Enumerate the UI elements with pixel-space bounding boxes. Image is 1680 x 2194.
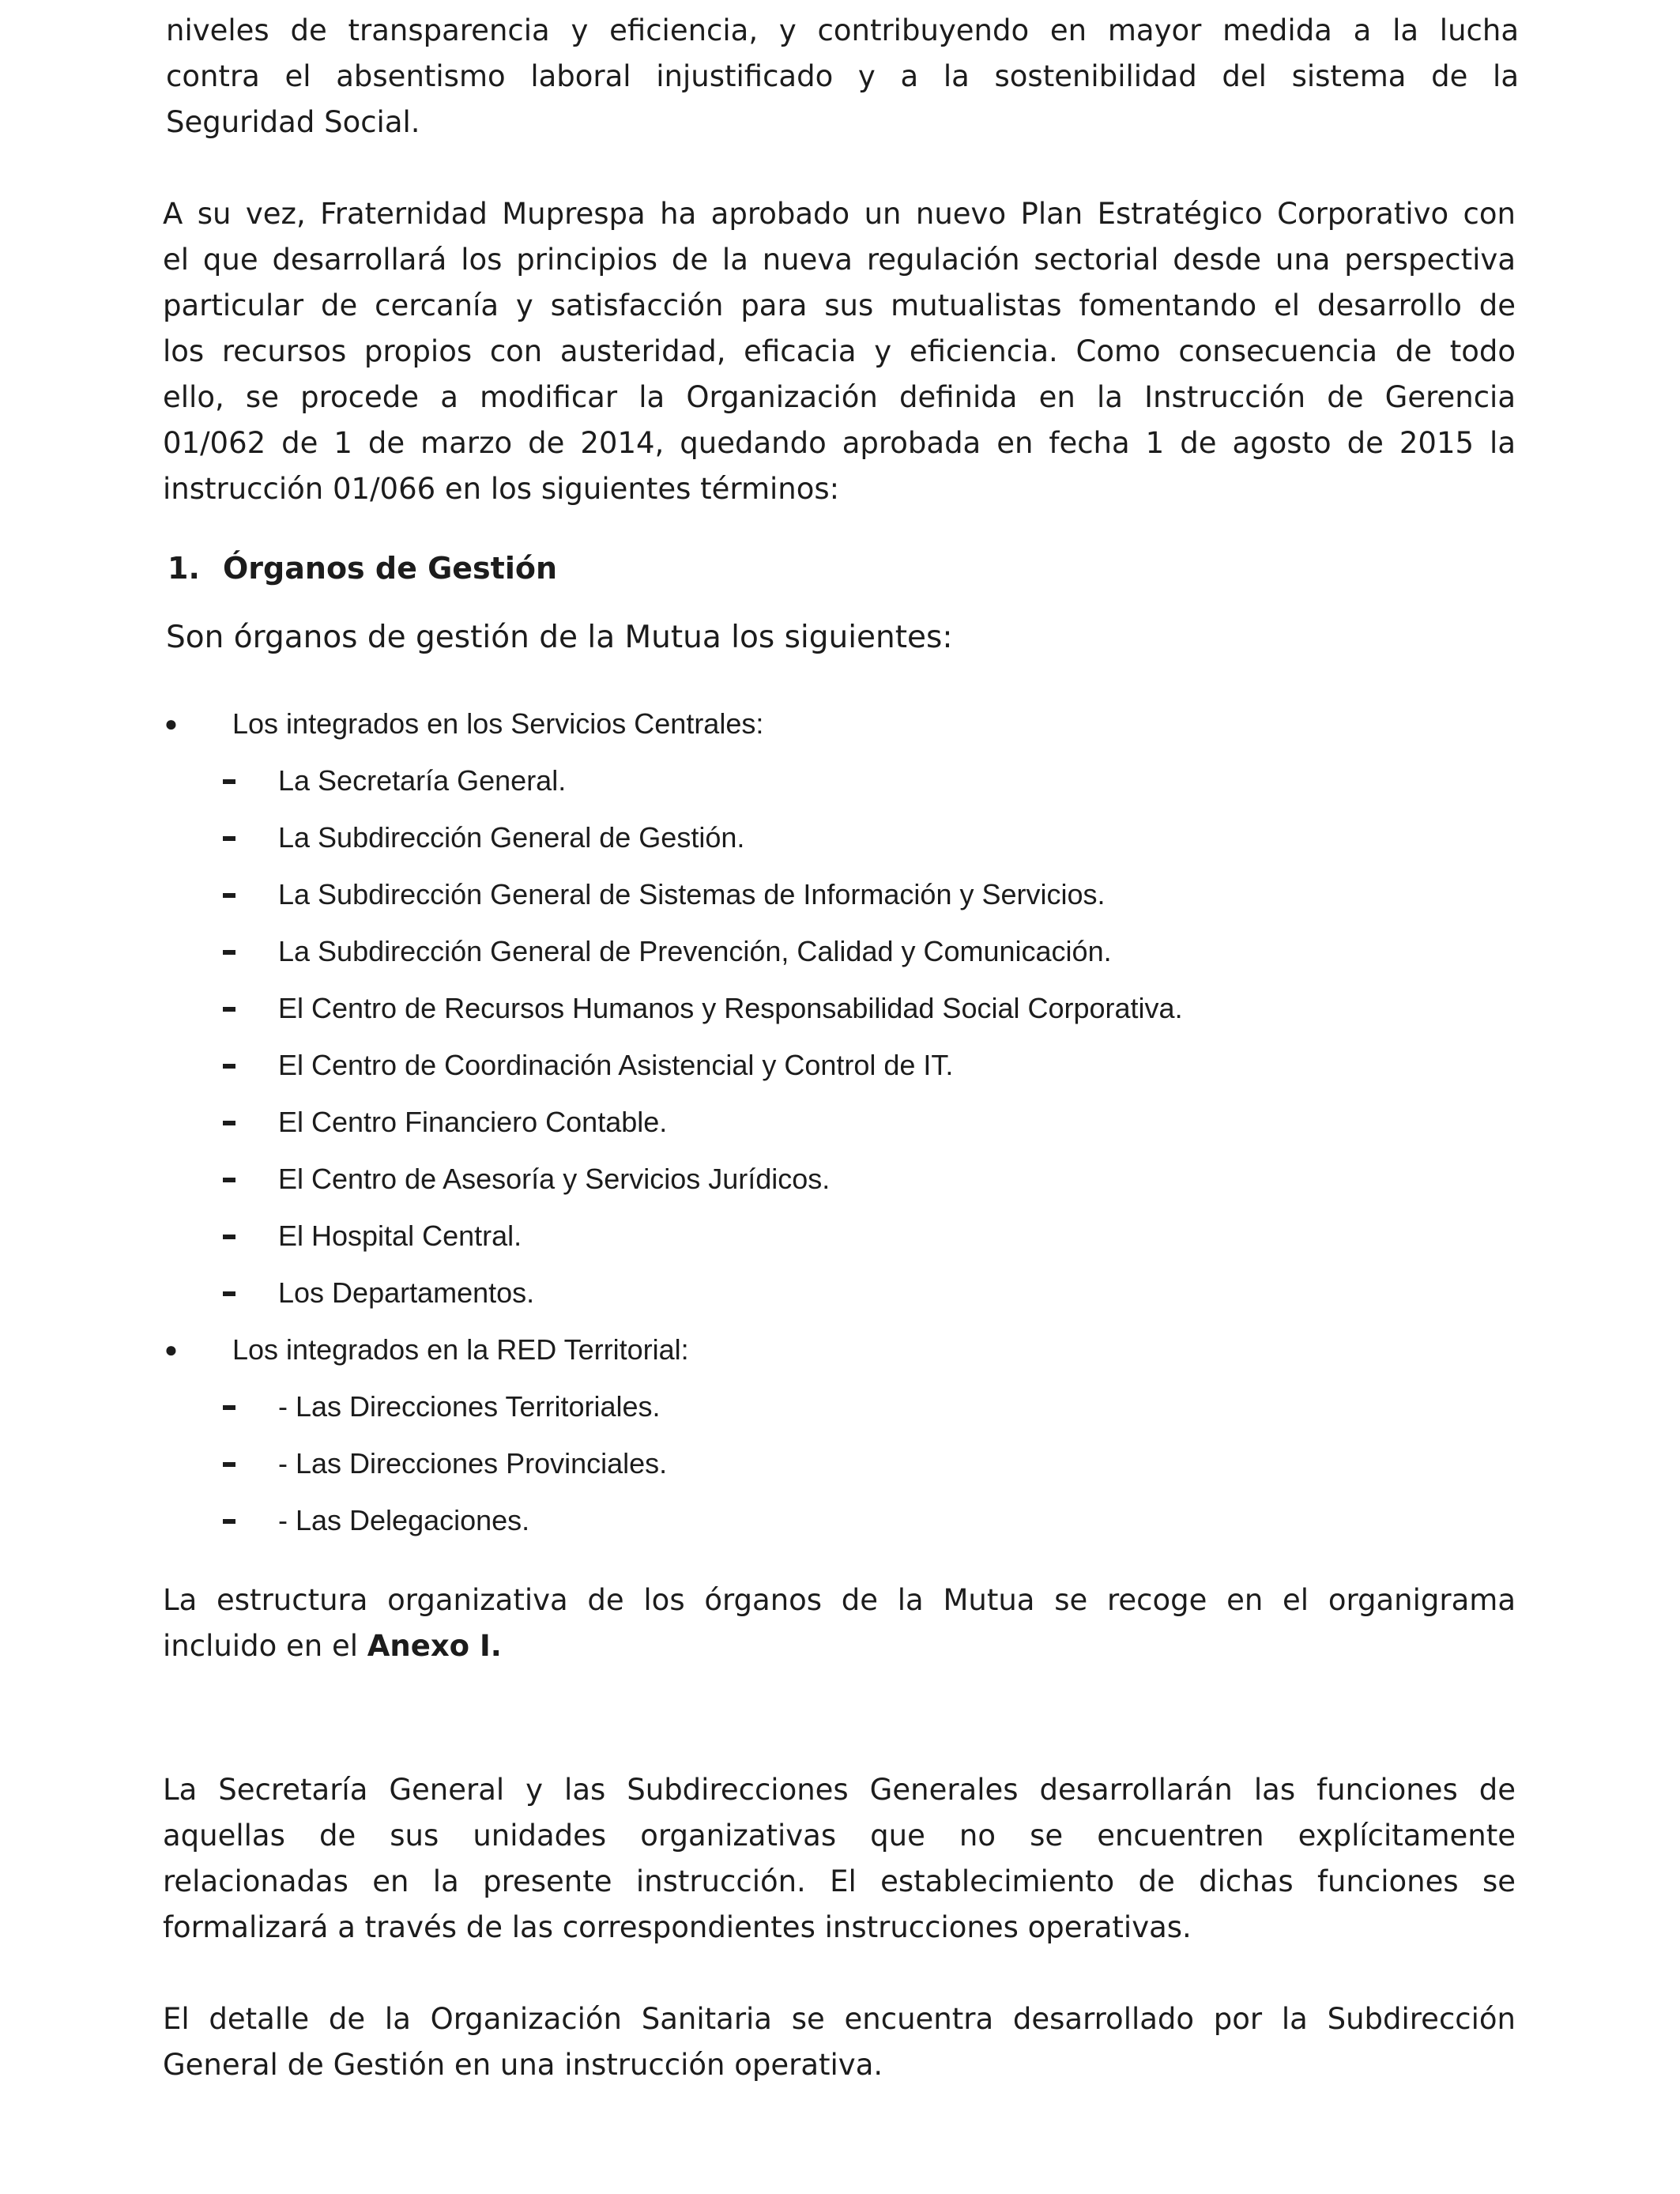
list-item-text: El Centro de Recursos Humanos y Responsabilidad Social Corporativa.: [278, 992, 1183, 1024]
dash-icon: [223, 1121, 235, 1125]
list-item: [0, 866, 1680, 923]
paragraph-absentismo: [166, 8, 1519, 145]
list-item-text: - Las Delegaciones.: [278, 1504, 530, 1536]
list-item-text: El Centro de Coordinación Asistencial y Control de IT.: [278, 1049, 954, 1081]
paragraph-plan-estrategico: [163, 191, 1516, 512]
dash-icon: [223, 1007, 235, 1012]
list-item-text: Los Departamentos.: [278, 1276, 535, 1309]
text-line: el que desarrollará los principios de la nueva regulación sectorial desde una perspectiva: [163, 243, 1516, 277]
text-line: A su vez, Fraternidad Muprespa ha aprobado un nuevo Plan Estratégico Corporativo con: [163, 197, 1516, 231]
text-line: relacionadas en la presente instrucción. El establecimiento de dichas funciones se: [163, 1864, 1516, 1898]
dash-icon: [223, 893, 235, 898]
text-fragment: incluido en el: [163, 1629, 367, 1663]
text-line: instrucción 01/066 en los siguientes términos:: [163, 472, 840, 506]
list-item: [0, 1265, 1680, 1321]
text-line: formalizará a través de las correspondientes instrucciones operativas.: [163, 1910, 1192, 1944]
list-item: [0, 1037, 1680, 1094]
list-item-text: El Centro de Asesoría y Servicios Jurídicos.: [278, 1163, 831, 1195]
bullet-icon: ●: [164, 1337, 178, 1362]
bullet-icon: ●: [164, 711, 178, 736]
list-item: [0, 1151, 1680, 1208]
list-group-label: Los integrados en los Servicios Centrales:: [232, 707, 764, 740]
dash-icon: [223, 1405, 235, 1410]
dash-icon: [223, 1519, 235, 1524]
list-item: [0, 1435, 1680, 1492]
dash-icon: [223, 1291, 235, 1296]
text-line: 01/062 de 1 de marzo de 2014, quedando aprobada en fecha 1 de agosto de 2015 la: [163, 426, 1516, 460]
list-item-text: La Subdirección General de Gestión.: [278, 821, 745, 854]
list-group-label: Los integrados en la RED Territorial:: [232, 1333, 689, 1366]
list-item-text: La Secretaría General.: [278, 764, 567, 797]
list-item-text: El Hospital Central.: [278, 1220, 522, 1252]
list-item: [0, 923, 1680, 980]
dash-icon: [223, 1235, 235, 1239]
text-line: El detalle de la Organización Sanitaria se encuentra desarrollado por la Subdirección: [163, 2002, 1516, 2036]
list-group-servicios-centrales: [0, 696, 1680, 752]
dash-icon: [223, 1064, 235, 1069]
text-line: los recursos propios con austeridad, eficacia y eficiencia. Como consecuencia de todo: [163, 334, 1516, 368]
anexo-reference: Anexo I.: [367, 1629, 502, 1663]
text-line: ello, se procede a modificar la Organización definida en la Instrucción de Gerencia: [163, 380, 1516, 414]
list-item: [0, 809, 1680, 866]
list-item: [0, 1492, 1680, 1549]
dash-icon: [223, 950, 235, 955]
list-item-text: - Las Direcciones Provinciales.: [278, 1447, 668, 1480]
dash-icon: [223, 779, 235, 784]
list-item-text: - Las Direcciones Territoriales.: [278, 1390, 661, 1423]
list-item: [0, 1094, 1680, 1151]
dash-icon: [223, 1178, 235, 1182]
text-line: aquellas de sus unidades organizativas que no se encuentren explícitamente: [163, 1819, 1516, 1853]
list-item-text: La Subdirección General de Sistemas de Información y Servicios.: [278, 878, 1106, 910]
paragraph-estructura: [163, 1578, 1516, 1669]
section-number: 1.: [168, 551, 200, 586]
text-line: [163, 1623, 1516, 1669]
list-item-text: El Centro Financiero Contable.: [278, 1106, 668, 1138]
section-title: Órganos de Gestión: [223, 551, 558, 586]
paragraph-organizacion-sanitaria: [163, 1996, 1516, 2088]
organos-list: [0, 696, 1680, 1549]
list-group-red-territorial: [0, 1321, 1680, 1378]
text-line: La Secretaría General y las Subdirecciones Generales desarrollarán las funciones de: [163, 1773, 1516, 1807]
text-line: particular de cercanía y satisfacción para sus mutualistas fomentando el desarrollo de: [163, 288, 1516, 322]
list-item: [0, 980, 1680, 1037]
section-intro: Son órganos de gestión de la Mutua los siguientes:: [166, 620, 953, 655]
text-line: Seguridad Social.: [166, 105, 420, 139]
dash-icon: [223, 1462, 235, 1467]
list-item: [0, 1378, 1680, 1435]
text-line: contra el absentismo laboral injustificado y a la sostenibilidad del sistema de la: [166, 59, 1519, 93]
text-line: niveles de transparencia y eficiencia, y contribuyendo en mayor medida a la lucha: [166, 13, 1519, 47]
paragraph-secretaria: [163, 1767, 1516, 1951]
list-item-text: La Subdirección General de Prevención, Calidad y Comunicación.: [278, 935, 1112, 967]
text-line: La estructura organizativa de los órganos de la Mutua se recoge en el organigrama: [163, 1583, 1516, 1617]
list-item: [0, 1208, 1680, 1265]
text-line: General de Gestión en una instrucción operativa.: [163, 2048, 883, 2082]
section-heading: [168, 545, 557, 591]
dash-icon: [223, 836, 235, 841]
list-item: [0, 752, 1680, 809]
